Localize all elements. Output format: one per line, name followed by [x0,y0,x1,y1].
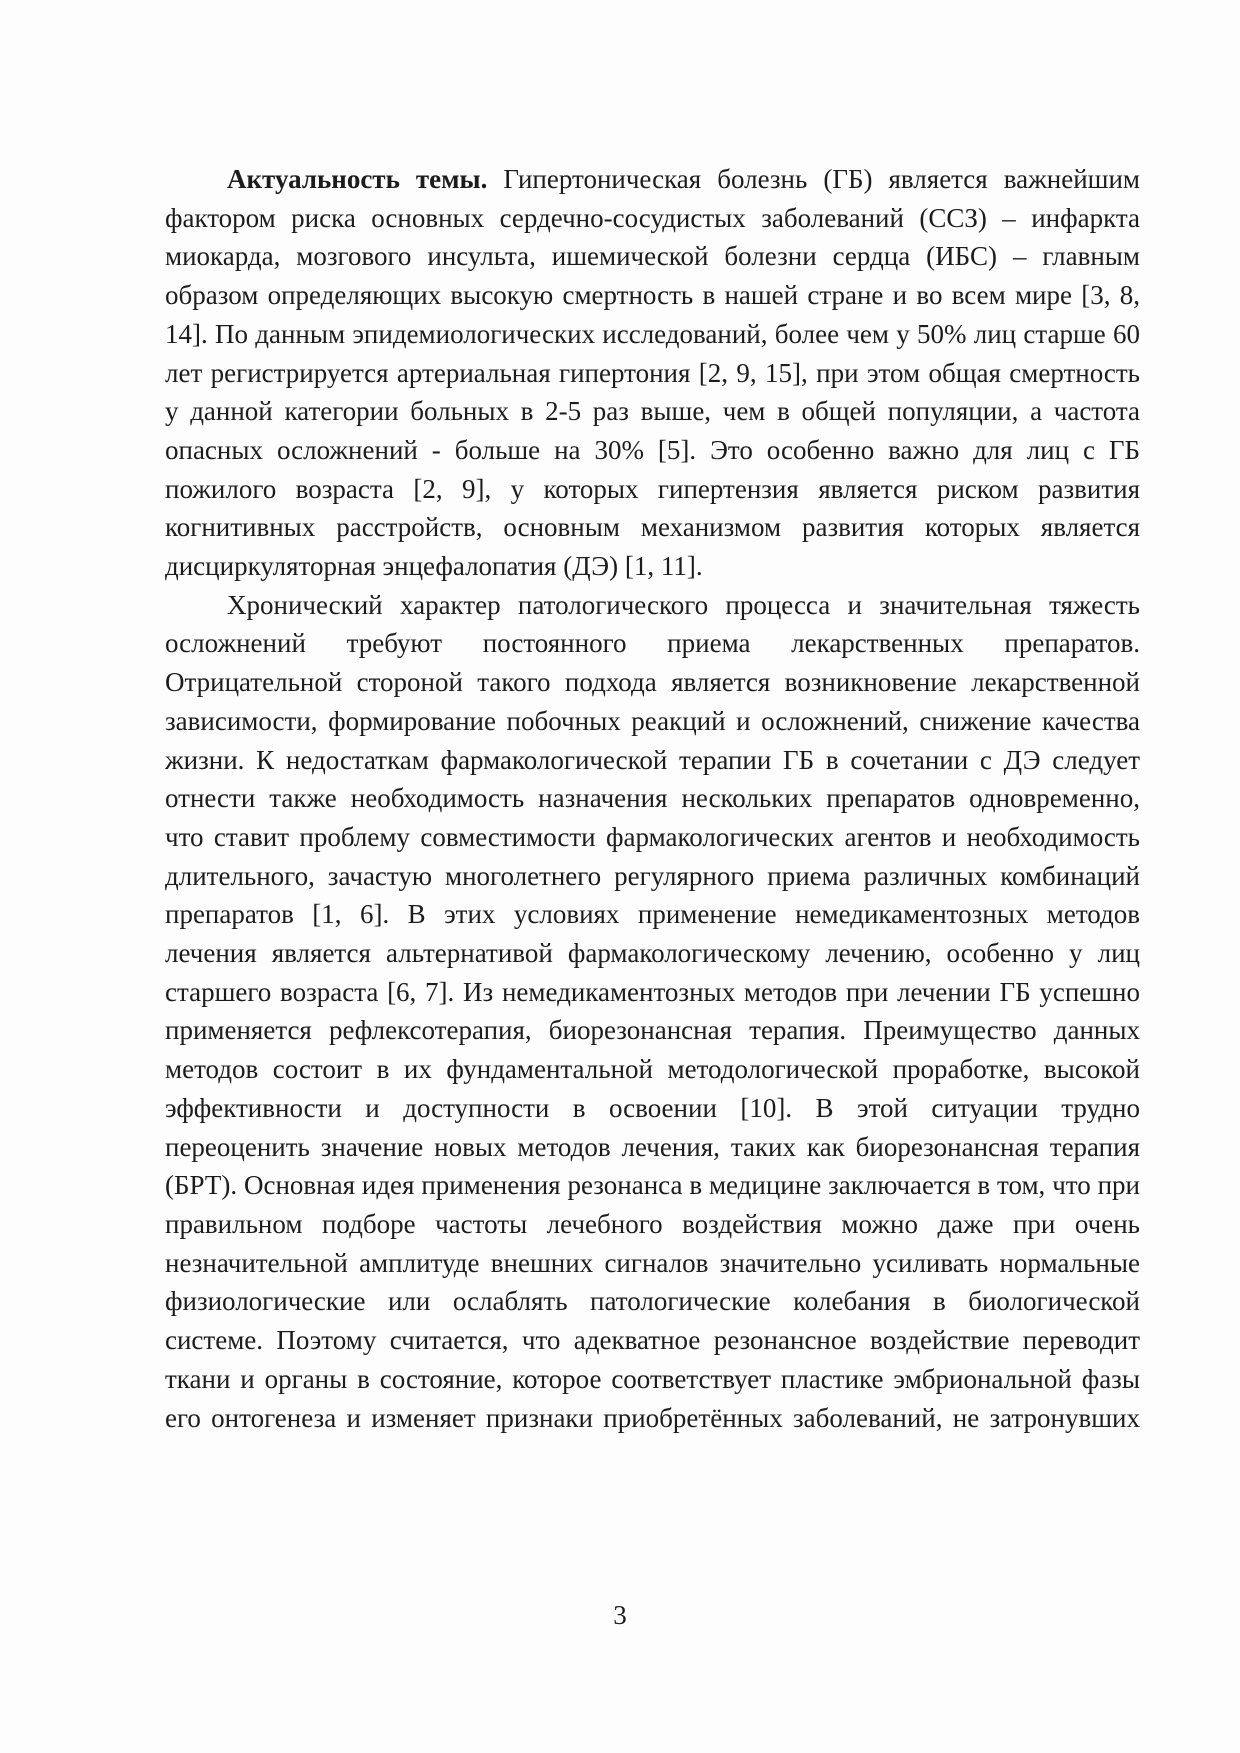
document-body [165,160,1140,1437]
page-number: 3 [613,1600,627,1630]
paragraph-text: Гипертоническая болезнь (ГБ) является важнейшим фактором риска основных сердечно-сосудистых заболеваний (ССЗ) – инфаркта миокарда, мозгового инсульта, ишемической болезни сердца (ИБС) – главным образом определяющих высокую смертность в нашей стране и во всем мире [3, 8, 14]. По данным эпидемиологических исследований, более чем у 50% лиц старше 60 лет регистрируется артериальная гипертония [2, 9, 15], при этом общая смертность у данной категории больных в 2-5 раз выше, чем в общей популяции, а частота опасных осложнений - больше на 30% [5]. Это особенно важно для лиц с ГБ пожилого возраста [2, 9], у которых гипертензия является риском развития когнитивных расстройств, основным механизмом развития которых является дисциркуляторная энцефалопатия (ДЭ) [1, 11]. [165,164,1140,582]
paragraph-treatment: Хронический характер патологического процесса и значительная тяжесть осложнений требуют постоянного приема лекарственных препаратов. Отрицательной стороной такого подхода является возникновение лекарственной зависимости, формирование побочных реакций и осложнений, снижение качества жизни. К недостаткам фармакологической терапии ГБ в сочетании с ДЭ следует отнести также необходимость назначения нескольких препаратов одновременно, что ставит проблему совместимости фармакологических агентов и необходимость длительного, зачастую многолетнего регулярного приема различных комбинаций препаратов [1, 6]. В этих условиях применение немедикаментозных методов лечения является альтернативой фармакологическому лечению, особенно у лиц старшего возраста [6, 7]. Из немедикаментозных методов при лечении ГБ успешно применяется рефлексотерапия, биорезонансная терапия. Преимущество данных методов состоит в их фундаментальной методологической проработке, высокой эффективности и доступности в освоении [10]. В этой ситуации трудно переоценить значение новых методов лечения, таких как биорезонансная терапия (БРТ). Основная идея применения резонанса в медицине заключается в том, что при правильном подборе частоты лечебного воздействия можно даже при очень незначительной амплитуде внешних сигналов значительно усиливать нормальные физиологические или ослаблять патологические колебания в биологической системе. Поэтому считается, что адекватное резонансное воздействие переводит ткани и органы в состояние, которое соответствует пластике эмбриональной фазы его онтогенеза и изменяет признаки приобретённых заболеваний, не затронувших [165,589,1140,1433]
paragraph-heading: Актуальность темы. [227,164,488,194]
paragraph-relevance [165,160,1140,586]
